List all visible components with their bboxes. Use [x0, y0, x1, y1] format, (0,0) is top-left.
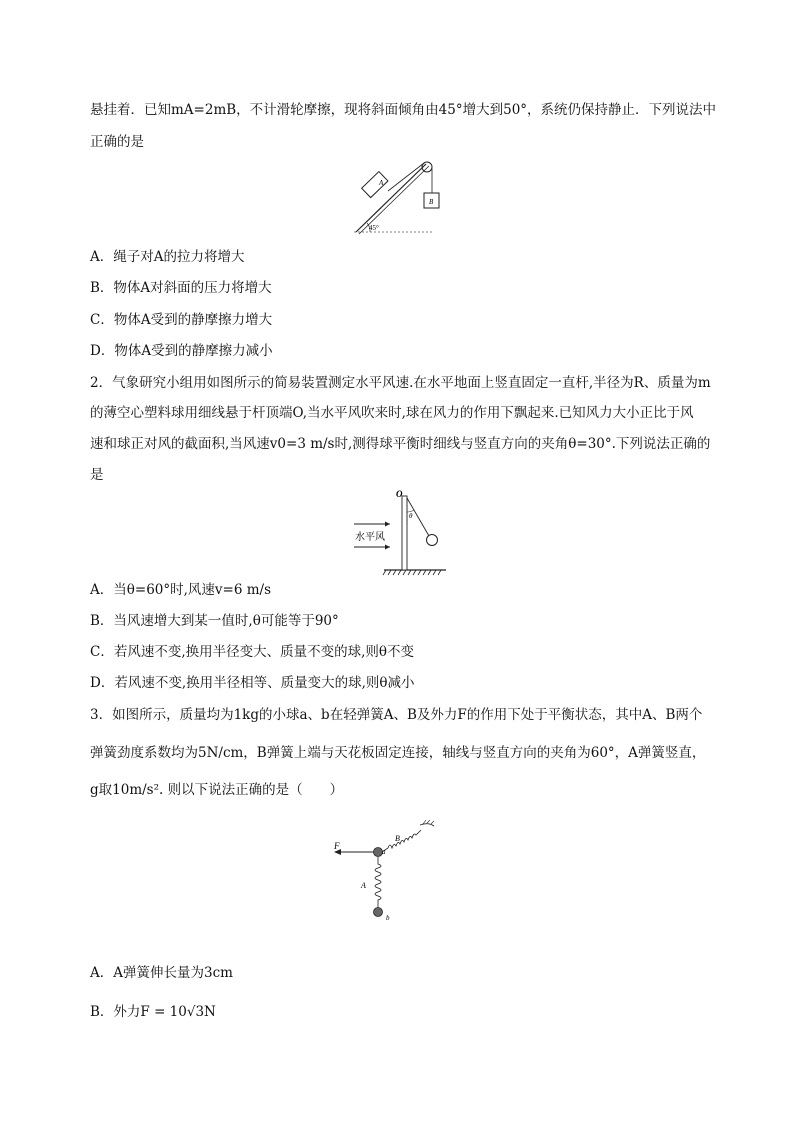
- q3-ball-a-label: a: [382, 848, 386, 856]
- q3-spring-b-label: B: [395, 834, 400, 843]
- q3-option-a: A．A弹簧伸长量为3cm: [90, 965, 233, 981]
- q2-stem-line2: 的薄空心塑料球用细线悬于杆顶端O,当水平风吹来时,球在风力的作用下飘起来.已知风力大小正比于风: [90, 405, 694, 421]
- q2-stem-line3: 速和球正对风的截面积,当风速v0=3 m/s时,测得球平衡时细线与竖直方向的夹角θ=30°.下列说法正确的: [90, 436, 711, 452]
- q2-stem-line1: 2．气象研究小组用如图所示的简易装置测定水平风速.在水平地面上竖直固定一直杆,半径为R、质量为m: [90, 375, 711, 391]
- q1-option-c: C．物体A受到的静摩擦力增大: [90, 312, 273, 328]
- q3-stem-line1: 3．如图所示，质量均为1kg的小球a、b在轻弹簧A、B及外力F的作用下处于平衡状态，其中A、B两个: [90, 707, 703, 723]
- q1-option-d: D．物体A受到的静摩擦力减小: [90, 343, 273, 359]
- q3-force-label: F: [334, 841, 340, 851]
- q2-wind-label: 水平风: [355, 532, 385, 543]
- q2-point-o: O: [396, 489, 403, 499]
- q3-spring-figure: [328, 820, 438, 930]
- q2-option-a: A．当θ=60°时,风速v=6 m/s: [90, 582, 272, 598]
- q2-option-c: C．若风速不变,换用半径变大、质量不变的球,则θ不变: [90, 644, 415, 660]
- q3-option-b: B．外力F = 10√3N: [90, 1004, 216, 1020]
- q2-option-b: B．当风速增大到某一值时,θ可能等于90°: [90, 613, 339, 629]
- q2-theta-label: θ: [409, 512, 413, 520]
- q1-angle-label: 45°: [369, 224, 379, 232]
- q1-stem-line1: 悬挂着．已知mA=2mB，不计滑轮摩擦，现将斜面倾角由45°增大到50°，系统仍保持静止．下列说法中: [90, 102, 717, 118]
- q1-incline-figure: [340, 160, 460, 238]
- q1-block-a-label: A: [379, 179, 384, 187]
- q2-stem-line4: 是: [90, 467, 104, 483]
- q3-spring-a-label: A: [361, 881, 366, 890]
- q3-stem-line2: 弹簧劲度系数均为5N/cm，B弹簧上端与天花板固定连接，轴线与竖直方向的夹角为60°，A弹簧竖直，: [90, 745, 706, 761]
- q1-option-a: A．绳子对A的拉力将增大: [90, 249, 245, 265]
- q2-option-d: D．若风速不变,换用半径相等、质量变大的球,则θ减小: [90, 675, 415, 691]
- q1-stem-line2: 正确的是: [90, 134, 144, 150]
- q2-wind-figure: [350, 486, 450, 578]
- q3-stem-line3: g取10m/s². 则以下说法正确的是（ ）: [90, 782, 344, 798]
- q1-option-b: B．物体A对斜面的压力将增大: [90, 280, 272, 296]
- q1-block-b-label: B: [429, 198, 434, 206]
- q3-ball-b-label: b: [386, 914, 390, 922]
